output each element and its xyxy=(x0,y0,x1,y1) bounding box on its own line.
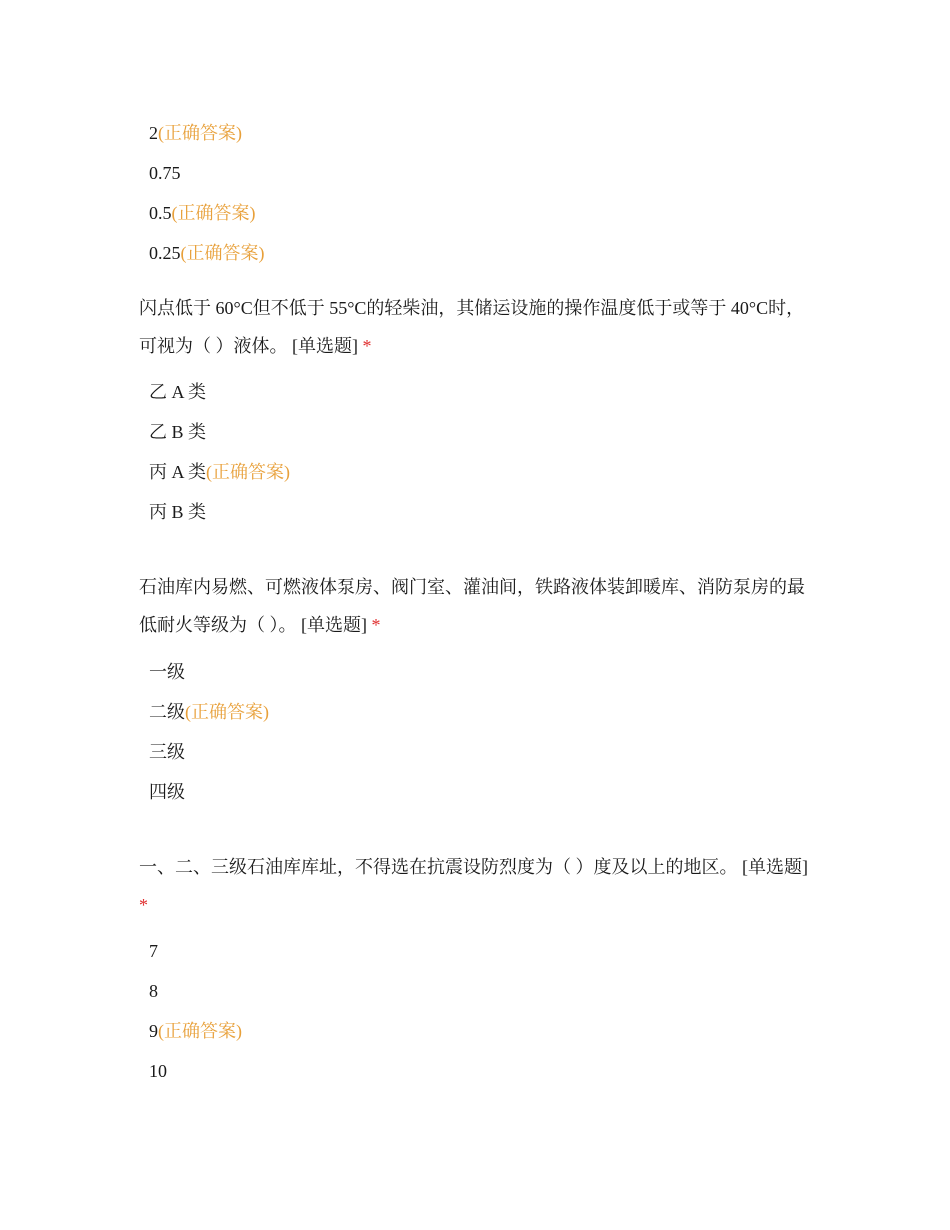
option-text: 0.5 xyxy=(149,203,172,223)
option-q2-1[interactable] xyxy=(149,660,185,684)
question-3 xyxy=(139,848,819,924)
question-text: 石油库内易燃、可燃液体泵房、阀门室、灌油间，铁路液体装卸暖库、消防泵房的最低耐火等级为（ ）。 xyxy=(139,577,805,635)
option-prev-1[interactable] xyxy=(149,121,242,145)
correct-answer-tag: (正确答案) xyxy=(158,1021,242,1041)
option-prev-2[interactable] xyxy=(149,161,181,185)
correct-answer-tag: (正确答案) xyxy=(206,462,291,482)
question-type: [单选题] xyxy=(301,615,367,635)
question-text: 闪点低于 60°C但不低于 55°C的轻柴油，其储运设施的操作温度低于或等于 40°C时，可视为（ ）液体。 xyxy=(139,298,805,356)
question-2 xyxy=(139,568,819,644)
option-text: 7 xyxy=(149,941,158,961)
option-text: 丙 A 类 xyxy=(149,462,207,482)
correct-answer-tag: (正确答案) xyxy=(180,243,265,263)
option-q3-4[interactable] xyxy=(149,1059,167,1083)
question-type: [单选题] xyxy=(742,857,808,877)
question-1 xyxy=(139,289,819,365)
option-q1-3[interactable] xyxy=(149,460,290,484)
option-text: 8 xyxy=(149,981,158,1001)
option-prev-3[interactable] xyxy=(149,201,256,225)
option-q3-2[interactable] xyxy=(149,979,158,1003)
question-type: [单选题] xyxy=(292,336,358,356)
question-text: 一、二、三级石油库库址，不得选在抗震设防烈度为（ ）度及以上的地区。 xyxy=(139,857,738,877)
option-text: 二级 xyxy=(149,702,185,722)
correct-answer-tag: (正确答案) xyxy=(171,203,256,223)
required-mark: * xyxy=(362,336,372,356)
required-mark: * xyxy=(139,895,148,915)
option-text: 0.75 xyxy=(149,163,181,183)
option-q2-2[interactable] xyxy=(149,700,269,724)
option-text: 10 xyxy=(149,1061,167,1081)
option-q1-4[interactable] xyxy=(149,500,206,524)
option-text: 乙 A 类 xyxy=(149,382,207,402)
option-text: 丙 B 类 xyxy=(149,502,207,522)
required-mark: * xyxy=(371,615,381,635)
option-text: 一级 xyxy=(149,662,185,682)
option-text: 9 xyxy=(149,1021,158,1041)
option-q2-3[interactable] xyxy=(149,740,185,764)
option-text: 三级 xyxy=(149,742,185,762)
option-q1-1[interactable] xyxy=(149,380,206,404)
option-q3-1[interactable] xyxy=(149,939,158,963)
option-text: 0.25 xyxy=(149,243,181,263)
option-q2-4[interactable] xyxy=(149,780,185,804)
option-q1-2[interactable] xyxy=(149,420,206,444)
option-text: 四级 xyxy=(149,782,185,802)
option-prev-4[interactable] xyxy=(149,241,265,265)
option-text: 乙 B 类 xyxy=(149,422,207,442)
correct-answer-tag: (正确答案) xyxy=(185,702,269,722)
correct-answer-tag: (正确答案) xyxy=(158,123,242,143)
option-q3-3[interactable] xyxy=(149,1019,242,1043)
option-text: 2 xyxy=(149,123,158,143)
